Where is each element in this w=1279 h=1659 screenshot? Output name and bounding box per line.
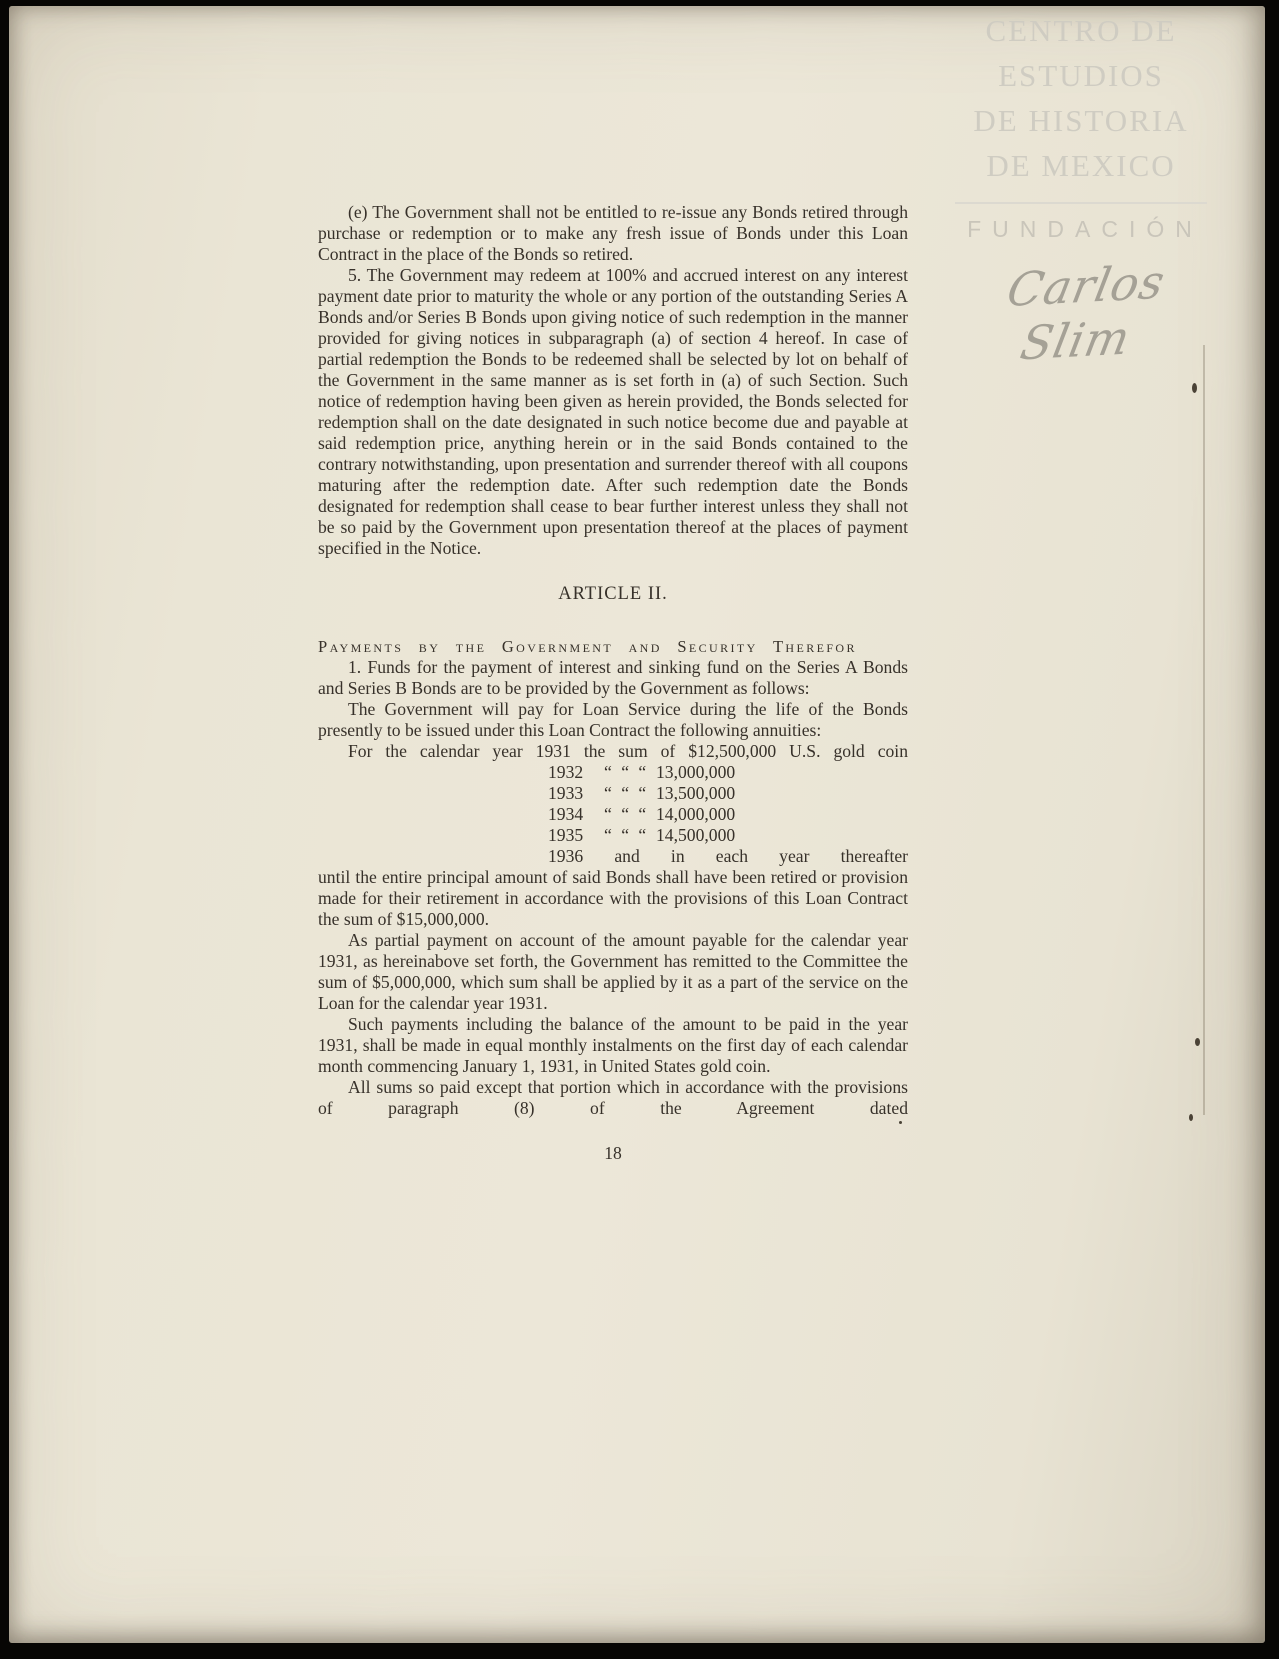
- archive-stamp: [955, 8, 1207, 371]
- schedule-row: [318, 804, 908, 825]
- schedule-row-1936: 1936 and in each year thereafter: [548, 846, 908, 866]
- paragraph-1-funds: 1. Funds for the payment of interest and sinking fund on the Series A Bonds and Series B Bonds are to be provided by the Government as follows:: [318, 657, 908, 698]
- watermark-line: DE MEXICO: [986, 148, 1176, 183]
- schedule-row: [318, 783, 908, 804]
- paragraph-all-sums: All sums so paid except that portion which in accordance with the provisions of paragraph (8) of the Agreement dated: [318, 1077, 908, 1118]
- schedule-intro-1931: For the calendar year 1931 the sum of $12,500,000 U.S. gold coin: [348, 741, 908, 761]
- signature: [955, 254, 1207, 371]
- schedule-year: 1933: [548, 783, 584, 803]
- schedule-row: [318, 825, 908, 846]
- watermark-line: ESTUDIOS: [998, 58, 1164, 93]
- schedule-year: 1934: [548, 804, 584, 824]
- ditto-marks: “ “ “: [604, 804, 647, 824]
- watermark-divider: [955, 202, 1207, 204]
- scan-speck: [1192, 383, 1197, 393]
- scan-speck: [1195, 1038, 1200, 1046]
- schedule-amount: 14,500,000: [656, 825, 736, 845]
- schedule-row: [318, 762, 908, 783]
- scan-speck: [1189, 1114, 1193, 1121]
- paragraph-e: (e) The Government shall not be entitled to re-issue any Bonds retired through purchase or redemption or to make any fresh issue of Bonds under this Loan Contract in the place of the Bonds so retired.: [318, 202, 908, 264]
- scan-speck: [899, 1121, 902, 1124]
- annuity-schedule: [318, 762, 908, 867]
- section-heading: Payments by the Government and Security Therefor: [318, 637, 857, 656]
- foundation-label: FUNDACIÓN: [967, 216, 1203, 242]
- schedule-amount: 13,000,000: [656, 762, 736, 782]
- article-heading: ARTICLE II.: [558, 584, 668, 604]
- signature-text: Carlos Slim: [1002, 254, 1170, 371]
- schedule-amount: 14,000,000: [656, 804, 736, 824]
- schedule-continuation: until the entire principal amount of said Bonds shall have been retired or provision made for their retirement in accordance with the provisions of this Loan Contract the sum of $15,000,000.: [318, 867, 908, 929]
- schedule-year: 1932: [548, 762, 584, 782]
- paragraph-5-redemption: 5. The Government may redeem at 100% and accrued interest on any interest payment date prior to maturity the whole or any portion of the outstanding Series A Bonds and/or Series B Bonds upon giving notice of such redemption in the manner provided for giving notices in subparagraph (a) of section 4 hereof. In case of partial redemption the Bonds to be redeemed shall be selected by lot on behalf of the Government in the same manner as is set forth in (a) of such Section. Such notice of redemption having been given as herein provided, the Bonds selected for redemption shall on the date designated in such notice become due and payable at said redemption price, anything herein or in the said Bonds contained to the contrary notwithstanding, upon presentation and surrender thereof with all coupons maturing after the redemption date. After such redemption date the Bonds designated for redemption shall cease to bear further interest unless they shall not be so paid by the Government upon presentation thereof at the places of payment specified in the Notice.: [318, 265, 908, 558]
- watermark-line: DE HISTORIA: [973, 103, 1189, 138]
- paragraph-partial-payment: As partial payment on account of the amount payable for the calendar year 1931, as hereinabove set forth, the Government has remitted to the Committee the sum of $5,000,000, which sum shall be applied by it as a part of the service on the Loan for the calendar year 1931.: [318, 930, 908, 1013]
- paragraph-loan-service: The Government will pay for Loan Service during the life of the Bonds presently to be issued under this Loan Contract the following annuities:: [318, 699, 908, 740]
- watermark-line: CENTRO DE: [985, 13, 1177, 48]
- ditto-marks: “ “ “: [604, 762, 647, 782]
- page-crease: [1203, 345, 1205, 1115]
- ditto-marks: “ “ “: [604, 783, 647, 803]
- paragraph-monthly-instalments: Such payments including the balance of the amount to be paid in the year 1931, shall be made in equal monthly instalments on the first day of each calendar month commencing January 1, 1931, in United States gold coin.: [318, 1014, 908, 1076]
- schedule-year: 1935: [548, 825, 584, 845]
- page-number: 18: [604, 1143, 622, 1163]
- ditto-marks: “ “ “: [604, 825, 647, 845]
- document-text: [318, 202, 908, 1164]
- schedule-amount: 13,500,000: [656, 783, 736, 803]
